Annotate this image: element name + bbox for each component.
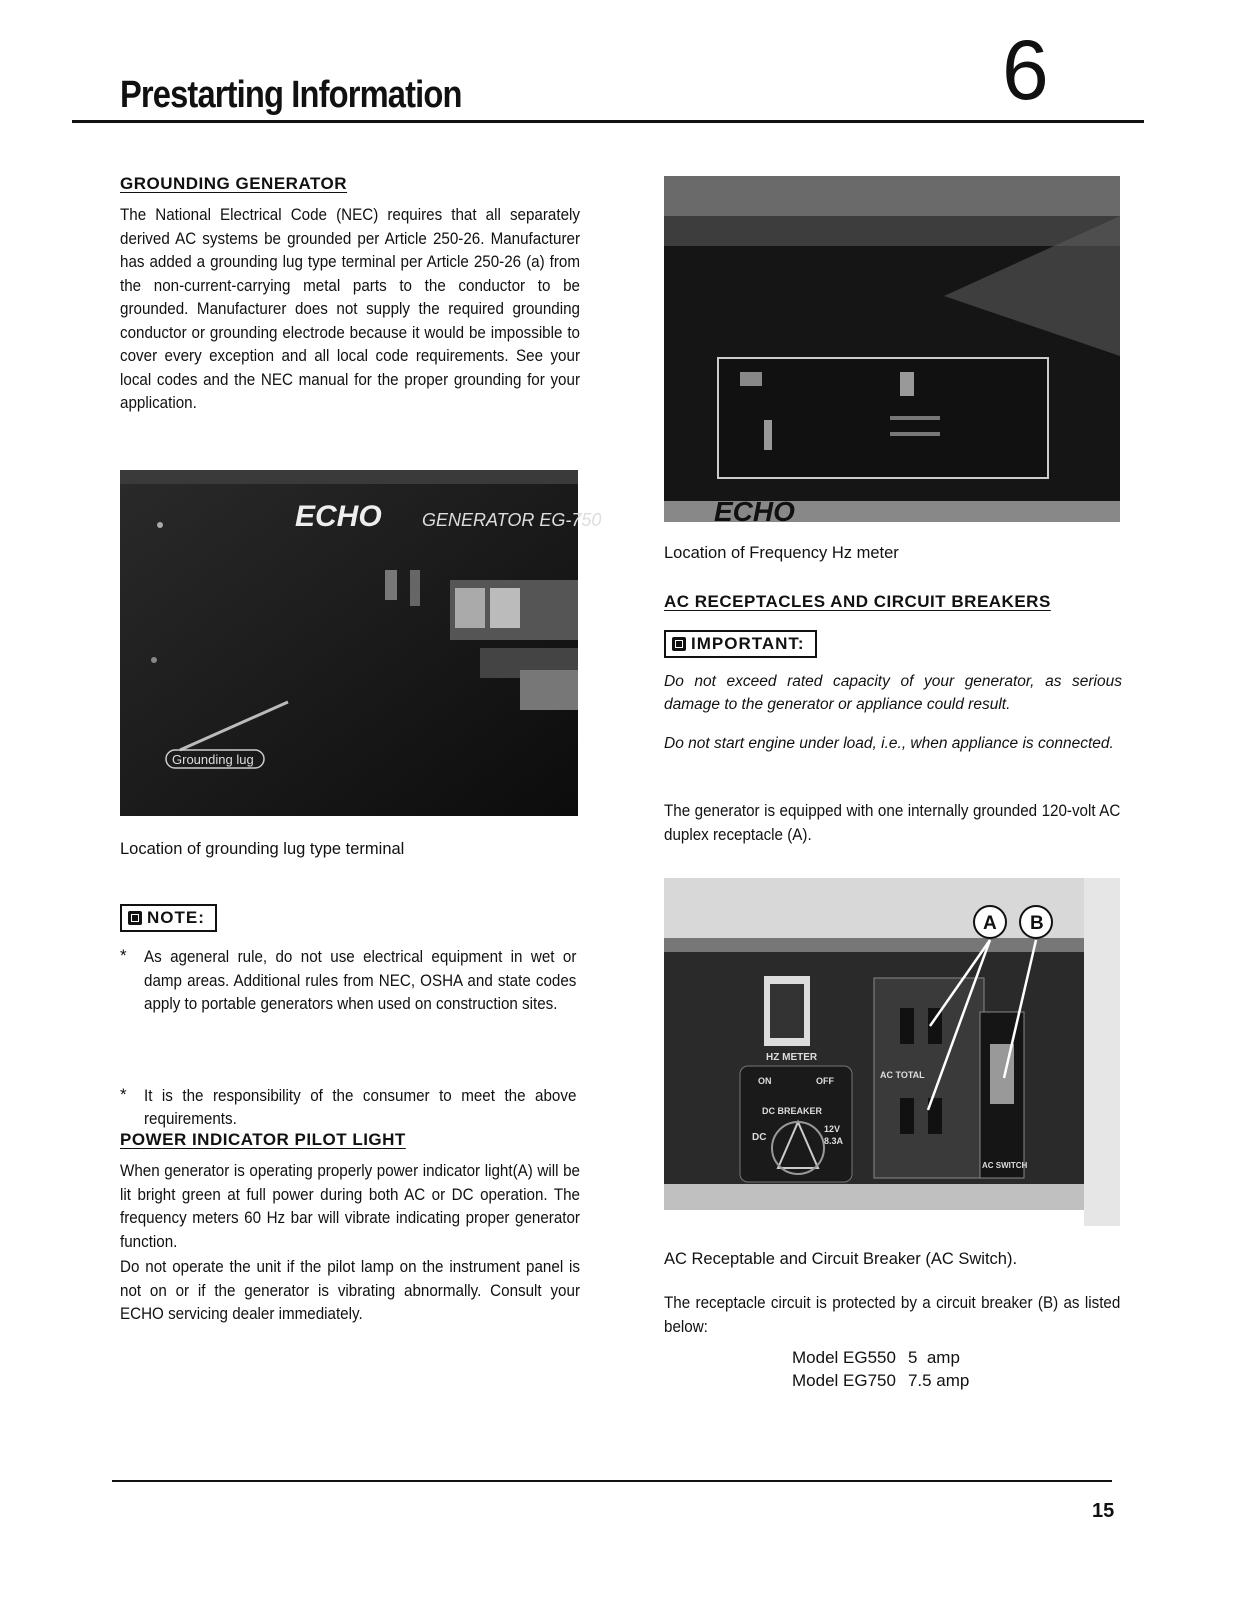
note-item: * As ageneral rule, do not use electrical equipment in wet or damp areas. Additional rules from NEC, OSHA and state codes apply to portable generators when used on construction sites. (120, 946, 577, 1013)
pilot-light-paragraph-2: Do not operate the unit if the pilot lamp on the instrument panel is not on or if the generator is vibrating abnormally. Consult your ECHO servicing dealer immediately. (120, 1258, 580, 1323)
pilot-light-paragraph-1: When generator is operating properly power indicator light(A) will be lit bright green at full power during both AC or DC operation. The frequency meters 60 Hz bar will vibrate indicating proper generator function. (120, 1162, 580, 1251)
important-icon (672, 637, 686, 651)
header-rule (72, 120, 1144, 123)
hz-meter-label: HZ METER (766, 1052, 818, 1063)
page-number: 15 (1092, 1500, 1115, 1522)
marker-b: B (1030, 913, 1044, 934)
breaker-rating-table (792, 1346, 981, 1392)
volt-label: 12V (824, 1124, 841, 1134)
amp-label: 8.3A (824, 1136, 844, 1146)
marker-a: A (983, 913, 997, 934)
model-cell: Model EG550 (792, 1348, 896, 1367)
ac-total-label: AC TOTAL (880, 1070, 925, 1080)
footer-rule (112, 1480, 1112, 1482)
grounding-heading: GROUNDING GENERATOR (120, 174, 348, 193)
note-icon (128, 911, 142, 925)
on-label: ON (758, 1076, 772, 1086)
table-row (792, 1346, 981, 1369)
rating-cell: 5 amp (907, 1348, 960, 1367)
important-warning-1: Do not exceed rated capacity of your generator, as serious damage to the generator or appliance could result. (664, 673, 1122, 713)
breaker-paragraph: The receptacle circuit is protected by a circuit breaker (B) as listed below: (664, 1294, 1121, 1336)
hz-meter-photo (664, 176, 1120, 527)
echo-logo: ECHO (295, 500, 382, 533)
ac-switch-label: AC SWITCH (982, 1161, 1028, 1170)
off-label: OFF (816, 1076, 834, 1086)
page-title: Prestarting Information (120, 74, 462, 116)
note-box (120, 904, 217, 932)
important-box (664, 630, 817, 658)
pilot-light-heading: POWER INDICATOR PILOT LIGHT (120, 1130, 406, 1149)
grounding-photo-caption: Location of grounding lug type terminal (120, 840, 405, 858)
rating-cell: 7.5 amp (907, 1371, 970, 1390)
hz-meter-caption: Location of Frequency Hz meter (664, 544, 899, 562)
echo-logo: ECHO (714, 496, 795, 527)
note-list (120, 946, 620, 1132)
important-warning-2: Do not start engine under load, i.e., when appliance is connected. (664, 735, 1114, 752)
dc-breaker-label: DC BREAKER (762, 1106, 823, 1116)
important-label: IMPORTANT: (691, 634, 805, 653)
note-item: * It is the responsibility of the consumer to meet the above requirements. (120, 1084, 577, 1128)
model-cell: Model EG750 (792, 1371, 896, 1390)
grounding-lug-callout: Grounding lug (172, 752, 254, 767)
ac-receptacle-caption: AC Receptable and Circuit Breaker (AC Switch). (664, 1250, 1018, 1268)
ac-receptacle-paragraph: The generator is equipped with one internally grounded 120-volt AC duplex receptacle (A). (664, 802, 1121, 844)
ac-receptacles-heading: AC RECEPTACLES AND CIRCUIT BREAKERS (664, 592, 1051, 611)
grounding-paragraph: The National Electrical Code (NEC) requires that all separately derived AC systems be grounded per Article 250-26. Manufacturer has added a grounding lug type terminal per Article 250-26 (a) from the non-current-carrying metal parts to the conductor to be grounded. Manufacturer does not supply the required grounding conductor or grounding electrode because it would be impossible to cover every exception and all local code requirements. See your local codes and the NEC manual for the proper grounding for your application. (120, 206, 580, 412)
table-row (792, 1369, 981, 1392)
generator-model-label: GENERATOR EG-750 (422, 510, 602, 530)
ac-receptacle-photo (664, 878, 1120, 1226)
grounding-lug-photo (120, 470, 602, 816)
dc-label: DC (752, 1132, 767, 1143)
chapter-number: 6 (1002, 23, 1049, 117)
note-label: NOTE: (147, 908, 205, 927)
